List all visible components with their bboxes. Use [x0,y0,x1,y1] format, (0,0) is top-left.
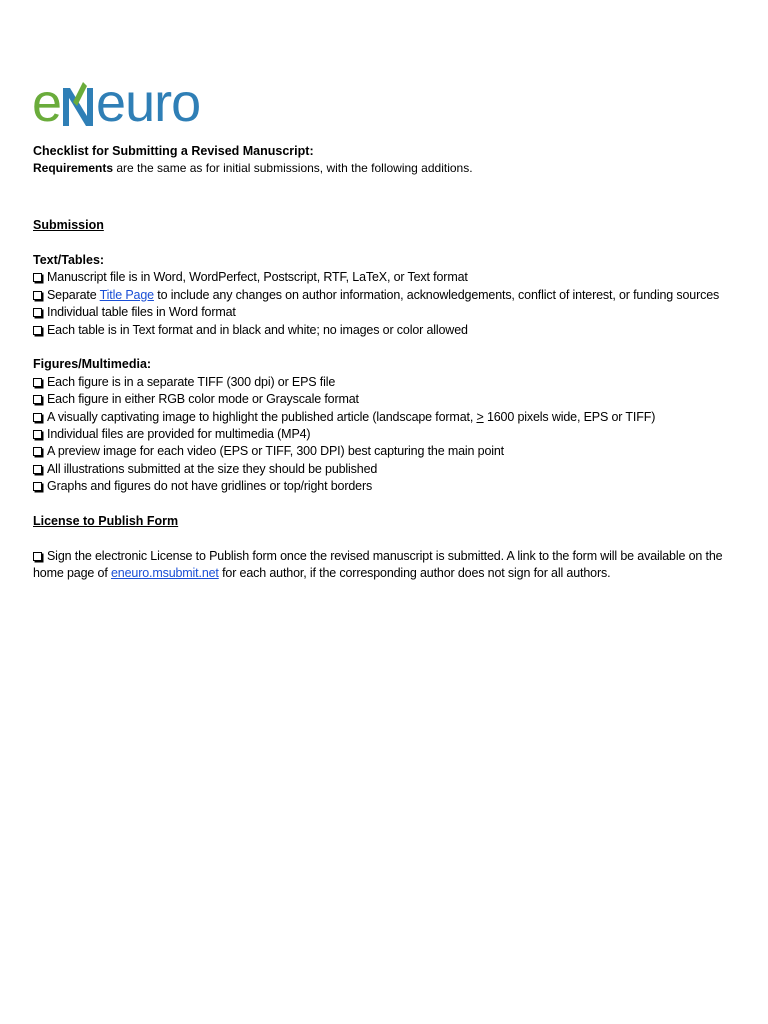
checklist-item: A visually captivating image to highlight the published article (landscape format, > 1600 pixels wide, EPS or TIFF) [33,409,733,426]
checklist-item: A preview image for each video (EPS or TIFF, 300 DPI) best capturing the main point [33,443,733,460]
checklist-item: Sign the electronic License to Publish form once the revised manuscript is submitted. A link to the form will be available on the home page of eneuro.msubmit.net for each author, if the corresponding author does not sign for all authors. [33,548,723,581]
checkbox-icon[interactable] [33,430,42,439]
eneuro-logo [32,73,201,133]
checkbox-icon[interactable] [33,447,42,456]
checkbox-icon[interactable] [33,378,42,387]
checklist-content [33,143,733,583]
license-heading: License to Publish Form [33,514,179,529]
greater-than-symbol: > [476,409,484,424]
checklist-item: Separate Title Page to include any changes on author information, acknowledgements, conflict of interest, or funding sources [33,287,733,304]
logo-n-mark-icon [61,80,95,128]
checkbox-icon[interactable] [33,552,42,561]
checklist-item: All illustrations submitted at the size they should be published [33,461,733,478]
checkbox-icon[interactable] [33,273,42,282]
msubmit-link[interactable]: eneuro.msubmit.net [110,566,219,581]
checkbox-icon[interactable] [33,308,42,317]
requirements-label: Requirements [33,161,114,176]
text-tables-heading: Text/Tables: [33,253,105,267]
checkbox-icon[interactable] [33,413,42,422]
requirements-text: are the same as for initial submissions, with the following additions. [113,161,473,176]
checklist-item: Each figure is in a separate TIFF (300 dpi) or EPS file [33,374,733,391]
submission-heading: Submission [33,218,104,233]
checklist-item: Graphs and figures do not have gridlines or top/right borders [33,478,733,495]
title-page-link[interactable]: Title Page [99,287,154,302]
checklist-title: Checklist for Submitting a Revised Manuscript: [33,144,314,158]
checklist-item: Individual files are provided for multimedia (MP4) [33,426,733,443]
logo-e: e [32,73,62,133]
checkbox-icon[interactable] [33,326,42,335]
figures-heading: Figures/Multimedia: [33,357,152,372]
checklist-item: Individual table files in Word format [33,304,733,321]
checkbox-icon[interactable] [33,482,42,491]
logo-euro: euro [96,73,201,133]
checkbox-icon[interactable] [33,291,42,300]
checkbox-icon[interactable] [33,465,42,474]
checklist-item: Each table is in Text format and in black and white; no images or color allowed [33,322,733,339]
requirements-line [33,160,733,177]
checklist-item: Manuscript file is in Word, WordPerfect, Postscript, RTF, LaTeX, or Text format [33,269,733,286]
checklist-item: Each figure in either RGB color mode or Grayscale format [33,391,733,408]
checkbox-icon[interactable] [33,395,42,404]
